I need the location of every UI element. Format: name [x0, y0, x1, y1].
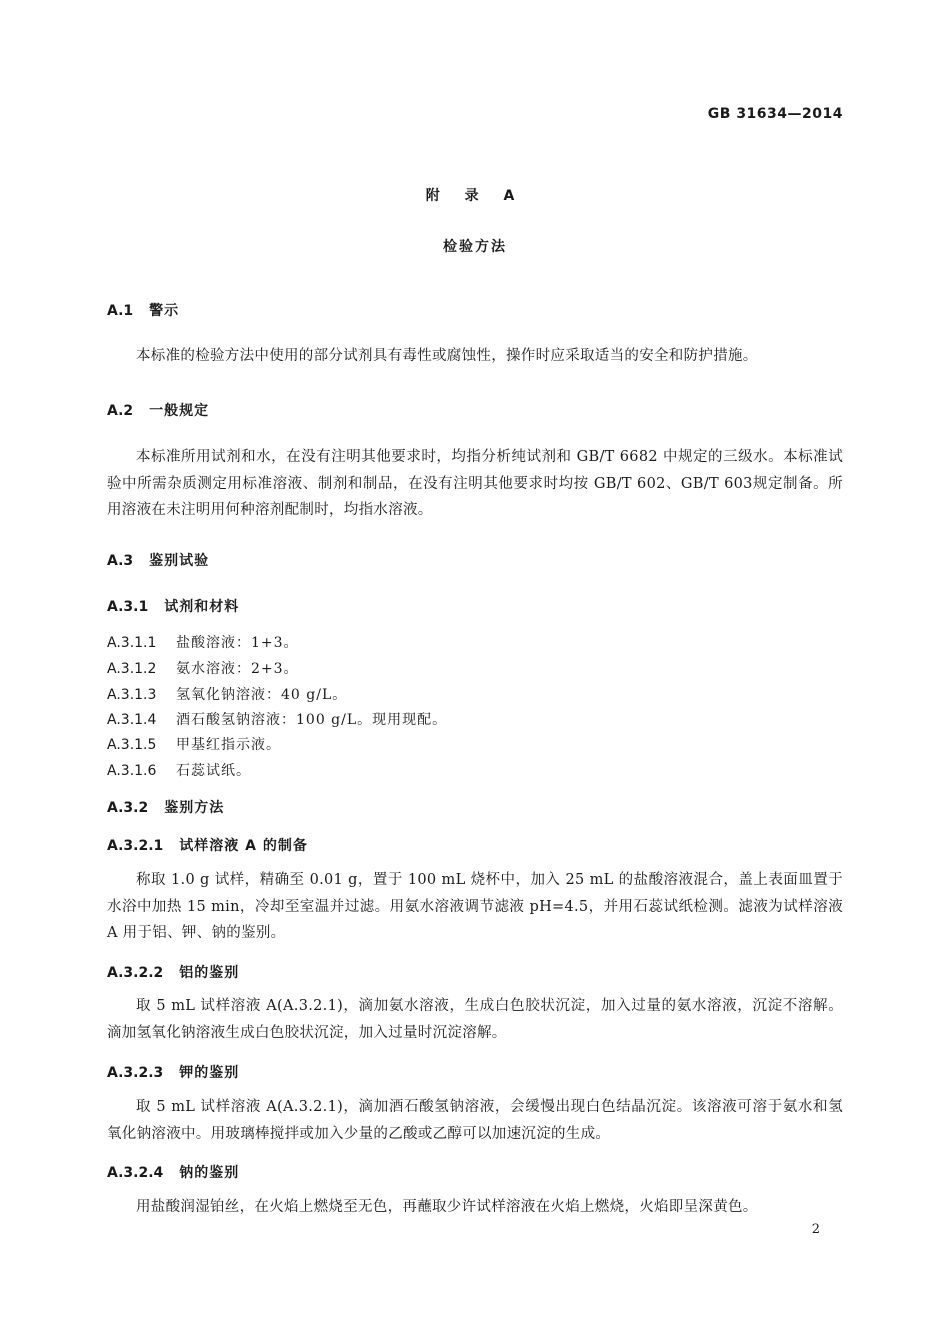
section-a324-body: 用盐酸润湿铂丝，在火焰上燃烧至无色，再蘸取少许试样溶液在火焰上燃烧，火焰即呈深黄色。 [136, 1199, 758, 1215]
item-number: A.3.1.4 [107, 712, 157, 728]
section-number: A.3.2.2 [107, 965, 164, 981]
page-number: 2 [811, 1222, 820, 1237]
item-text: 石蕊试纸。 [176, 763, 251, 779]
section-number: A.2 [107, 403, 134, 419]
section-a3-heading [107, 550, 209, 570]
item-text: 氨水溶液：2+3。 [176, 661, 299, 677]
section-a321-heading [107, 835, 308, 855]
item-text: 酒石酸氢钠溶液：100 g/L。现用现配。 [176, 712, 448, 728]
section-a323-heading [107, 1062, 239, 1082]
section-title: 鉴别试验 [149, 553, 210, 569]
appendix-title: 附 录 A [425, 188, 525, 204]
section-title: 钾的鉴别 [179, 1065, 240, 1081]
reagent-item [107, 734, 281, 754]
standard-code: GB 31634—2014 [707, 106, 843, 122]
section-a1-body: 本标准的检验方法中使用的部分试剂具有毒性或腐蚀性，操作时应采取适当的安全和防护措施。 [136, 348, 758, 364]
reagent-item [107, 658, 299, 678]
section-a323-body: 取 5 mL 试样溶液 A(A.3.2.1)，滴加酒石酸氢钠溶液，会缓慢出现白色结晶沉淀。该溶液可溶于氨水和氢氧化钠溶液中。用玻璃棒搅拌或加入少量的乙酸或乙醇可以加速沉淀的生成。 [107, 1099, 843, 1142]
section-a32-heading [107, 797, 224, 817]
section-a2-heading [107, 400, 209, 420]
item-number: A.3.1.2 [107, 661, 157, 677]
section-a322-body: 取 5 mL 试样溶液 A(A.3.2.1)，滴加氨水溶液，生成白色胶状沉淀，加入过量的氨水溶液，沉淀不溶解。滴加氢氧化钠溶液生成白色胶状沉淀，加入过量时沉淀溶解。 [107, 998, 843, 1041]
section-title: 鉴别方法 [164, 800, 225, 816]
section-number: A.3 [107, 553, 134, 569]
item-number: A.3.1.5 [107, 737, 157, 753]
reagent-item [107, 632, 299, 652]
section-title: 试样溶液 A 的制备 [179, 838, 308, 854]
item-text: 盐酸溶液：1+3。 [176, 635, 299, 651]
section-number: A.3.2.4 [107, 1165, 164, 1181]
item-number: A.3.1.1 [107, 635, 157, 651]
section-number: A.3.2.1 [107, 838, 164, 854]
item-text: 氢氧化钠溶液：40 g/L。 [176, 687, 348, 703]
appendix-subtitle: 检验方法 [443, 239, 507, 255]
reagent-item [107, 709, 447, 729]
section-title: 铝的鉴别 [179, 965, 240, 981]
section-title: 一般规定 [149, 403, 210, 419]
reagent-item [107, 760, 251, 780]
item-text: 甲基红指示液。 [176, 737, 281, 753]
section-number: A.3.2 [107, 800, 149, 816]
section-number: A.1 [107, 303, 134, 319]
section-a321-body: 称取 1.0 g 试样，精确至 0.01 g，置于 100 mL 烧杯中，加入 25 mL 的盐酸溶液混合，盖上表面皿置于水浴中加热 15 min，冷却至室温并过滤。用氨水溶液调节滤液 pH=4.5，并用石蕊试纸检测。滤液为试样溶液 A 用于铝、钾、钠的鉴别。 [107, 872, 843, 941]
section-title: 试剂和材料 [164, 599, 240, 615]
reagent-item [107, 684, 347, 704]
section-a322-heading [107, 962, 239, 982]
section-number: A.3.1 [107, 599, 149, 615]
section-a31-heading [107, 596, 239, 616]
section-a1-heading [107, 300, 179, 320]
section-a2-body: 本标准所用试剂和水，在没有注明其他要求时，均指分析纯试剂和 GB/T 6682 中规定的三级水。本标准试验中所需杂质测定用标准溶液、制剂和制品，在没有注明其他要求时均按 GB/T 602、GB/T 603规定制备。所用溶液在未注明用何种溶剂配制时，均指水溶液。 [107, 449, 843, 518]
section-a324-heading [107, 1162, 239, 1182]
item-number: A.3.1.6 [107, 763, 157, 779]
section-number: A.3.2.3 [107, 1065, 164, 1081]
section-title: 钠的鉴别 [179, 1165, 240, 1181]
section-title: 警示 [149, 303, 180, 319]
item-number: A.3.1.3 [107, 687, 157, 703]
